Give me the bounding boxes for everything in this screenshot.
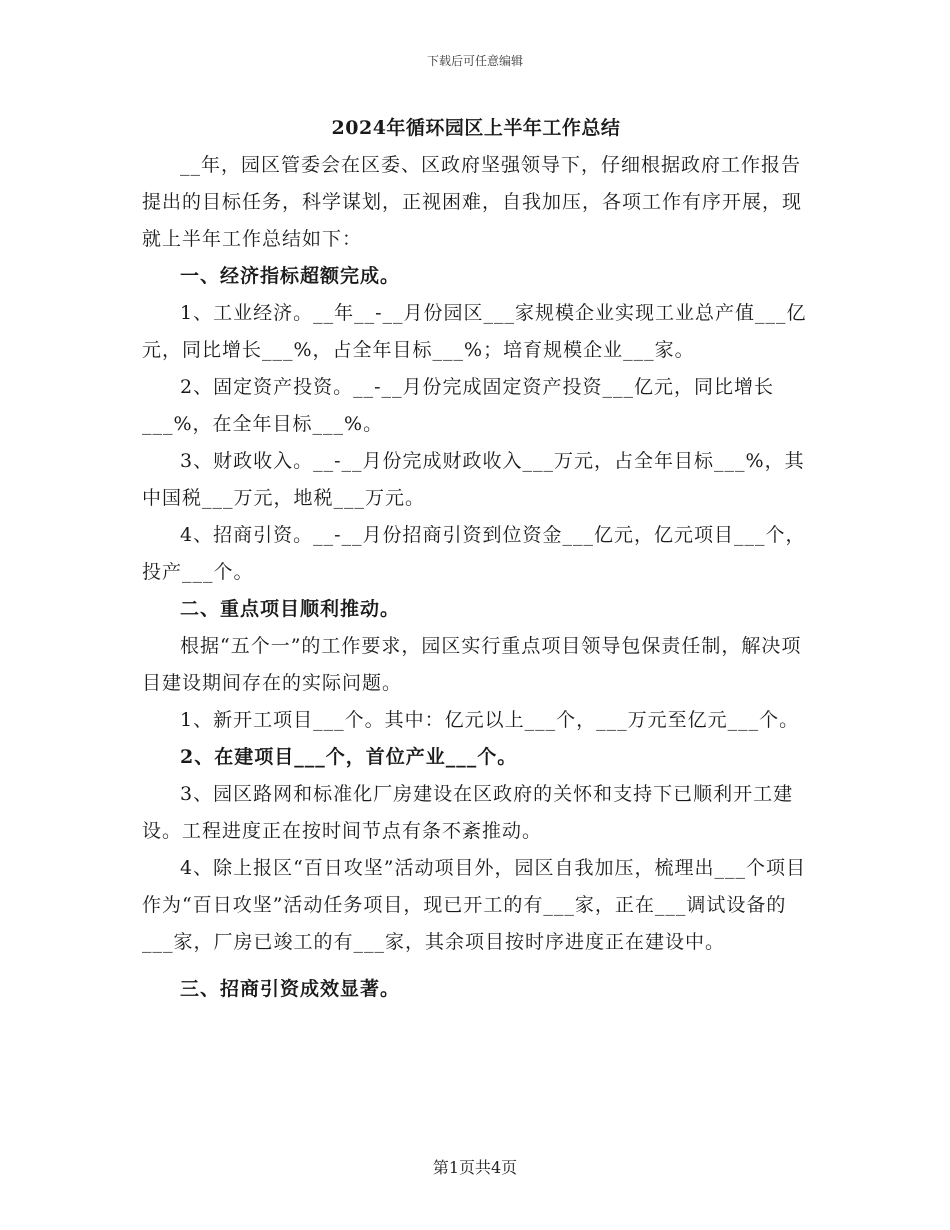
page-number: 第1页共4页 bbox=[432, 1158, 518, 1177]
section-1-item-2: 2、固定资产投资。__-__月份完成固定资产投资___亿元，同比增长___%，在全年目标___%。 bbox=[142, 376, 775, 435]
intro-paragraph: __年，园区管委会在区委、区政府坚强领导下，仔细根据政府工作报告提出的目标任务，科学谋划，正视困难，自我加压，各项工作有序开展，现就上半年工作总结如下： bbox=[142, 154, 803, 250]
section-2-item-3: 3、园区路网和标准化厂房建设在区政府的关怀和支持下已顺利开工建设。工程进度正在按时间节点有条不紊推动。 bbox=[142, 783, 794, 842]
section-1-heading: 一、经济指标超额完成。 bbox=[180, 265, 401, 287]
section-2-item-4: 4、除上报区“百日攻坚”活动项目外，园区自我加压，梳理出___个项目作为“百日攻坚”活动任务项目，现已开工的有___家，正在___调试设备的___家，厂房已竣工的有___家，其余项目按时序进度正在建设中。 bbox=[142, 857, 807, 953]
section-2-item-2: 2、在建项目___个，首位产业___个。 bbox=[180, 746, 518, 768]
document-title: 2024年循环园区上半年工作总结 bbox=[331, 117, 621, 139]
section-2-item-1: 1、新开工项目___个。其中：亿元以上___个，___万元至亿元___个。 bbox=[180, 709, 800, 731]
header-note: 下载后可任意编辑 bbox=[426, 54, 523, 68]
document-body bbox=[142, 115, 810, 1008]
section-1-item-1: 1、工业经济。__年__-__月份园区___家规模企业实现工业总产值___亿元，同比增长___%，占全年目标___%；培育规模企业___家。 bbox=[142, 302, 807, 361]
section-1-item-4: 4、招商引资。__-__月份招商引资到位资金___亿元，亿元项目___个，投产___个。 bbox=[142, 524, 806, 583]
section-1-item-3: 3、财政收入。__-__月份完成财政收入___万元，占全年目标___%，其中国税___万元，地税___万元。 bbox=[142, 450, 805, 509]
section-2-intro: 根据“五个一”的工作要求，园区实行重点项目领导包保责任制，解决项目建设期间存在的实际问题。 bbox=[142, 635, 802, 694]
section-3-heading: 三、招商引资成效显著。 bbox=[180, 978, 401, 1000]
section-2-heading: 二、重点项目顺利推动。 bbox=[180, 598, 401, 620]
